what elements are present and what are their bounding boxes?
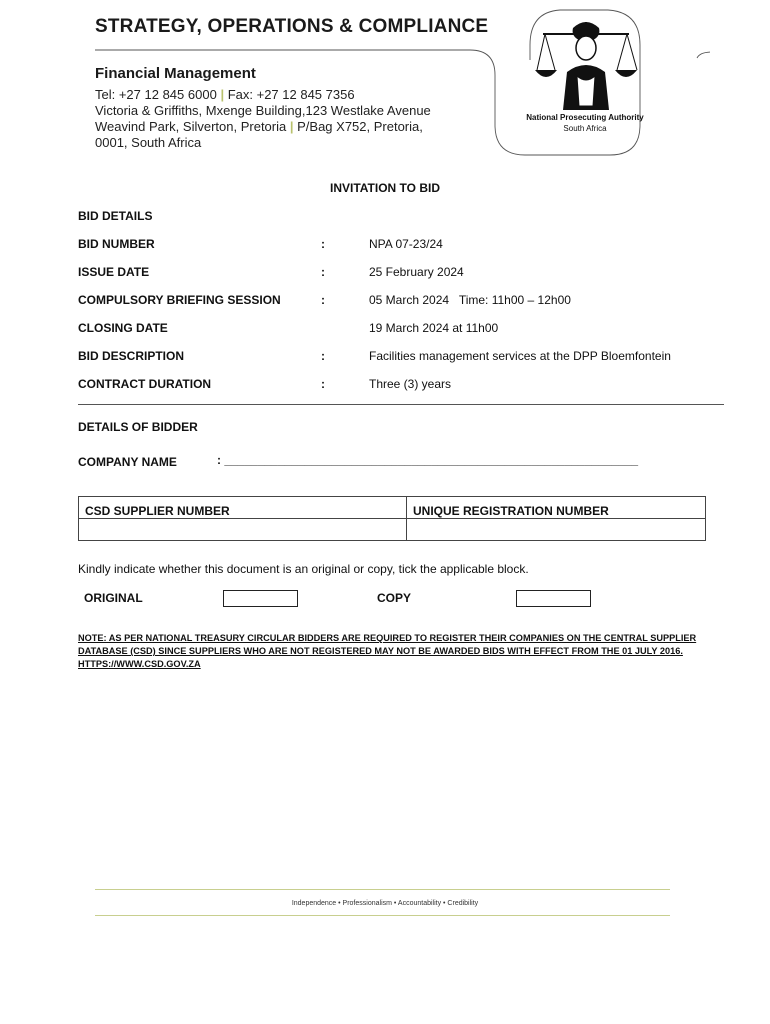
copy-checkbox[interactable] bbox=[516, 590, 591, 607]
document-title: INVITATION TO BID bbox=[330, 181, 440, 195]
bid-details-heading: BID DETAILS bbox=[78, 209, 153, 223]
footer-rule-bottom bbox=[95, 915, 670, 916]
company-name-field[interactable]: : ______________________________________________________________ bbox=[217, 453, 639, 467]
section-divider bbox=[78, 404, 724, 405]
address-line-1: Victoria & Griffiths, Mxenge Building,123 Westlake Avenue bbox=[95, 103, 431, 118]
original-copy-instruction: Kindly indicate whether this document is an original or copy, tick the applicable block. bbox=[78, 562, 529, 576]
contract-duration-label: CONTRACT DURATION bbox=[78, 377, 212, 391]
csd-supplier-number-header: CSD SUPPLIER NUMBER bbox=[79, 497, 407, 519]
address-line-2a: Weavind Park, Silverton, Pretoria bbox=[95, 119, 287, 134]
contact-line bbox=[95, 87, 355, 102]
issue-date-value: 25 February 2024 bbox=[369, 265, 464, 279]
fax-number: Fax: +27 12 845 7356 bbox=[227, 87, 355, 102]
colon: : bbox=[321, 237, 325, 251]
original-checkbox[interactable] bbox=[223, 590, 298, 607]
csd-supplier-number-cell[interactable] bbox=[79, 519, 407, 541]
footer-rule-top bbox=[95, 889, 670, 890]
company-name-label: COMPANY NAME bbox=[78, 455, 177, 469]
contract-duration-value: Three (3) years bbox=[369, 377, 452, 391]
header-title: STRATEGY, OPERATIONS & COMPLIANCE bbox=[95, 16, 489, 37]
copy-label: COPY bbox=[377, 591, 412, 605]
unique-registration-number-cell[interactable] bbox=[407, 519, 706, 541]
csd-registration-note: NOTE: AS PER NATIONAL TREASURY CIRCULAR BIDDERS ARE REQUIRED TO REGISTER THEIR COMPANIES ON THE CENTRAL SUPPLIER DATABASE (CSD) SINCE SUPPLIERS WHO ARE NOT REGISTERED MAY NOT BE AWARDED BIDS WITH EFFECT FROM THE 01 JULY 2016. HTTPS://WWW.CSD.GOV.ZA bbox=[78, 633, 697, 669]
closing-date-label: CLOSING DATE bbox=[78, 321, 168, 335]
logo-organisation-name: National Prosecuting Authority bbox=[526, 113, 644, 122]
bid-number-label: BID NUMBER bbox=[78, 237, 155, 251]
separator: | bbox=[220, 87, 225, 102]
address-line-3: 0001, South Africa bbox=[95, 135, 202, 150]
address-line-2 bbox=[95, 119, 423, 134]
logo-country: South Africa bbox=[563, 124, 607, 133]
registration-table bbox=[78, 496, 706, 541]
original-label: ORIGINAL bbox=[84, 591, 143, 605]
briefing-session-label: COMPULSORY BRIEFING SESSION bbox=[78, 293, 281, 307]
separator: | bbox=[289, 119, 294, 134]
phone-number: Tel: +27 12 845 6000 bbox=[95, 87, 217, 102]
colon: : bbox=[321, 377, 325, 391]
scales-of-justice-emblem-icon bbox=[533, 14, 639, 110]
colon: : bbox=[321, 265, 325, 279]
unique-registration-number-header: UNIQUE REGISTRATION NUMBER bbox=[407, 497, 706, 519]
footer-values: Independence • Professionalism • Accountability • Credibility bbox=[291, 900, 479, 907]
bid-description-label: BID DESCRIPTION bbox=[78, 349, 185, 363]
address-line-2b: P/Bag X752, Pretoria, bbox=[297, 119, 423, 134]
briefing-session-value: 05 March 2024 Time: 11h00 – 12h00 bbox=[369, 293, 571, 307]
bidder-details-heading: DETAILS OF BIDDER bbox=[78, 420, 198, 434]
colon: : bbox=[321, 293, 325, 307]
bid-number-value: NPA 07-23/24 bbox=[369, 237, 443, 251]
closing-date-value: 19 March 2024 at 11h00 bbox=[369, 321, 499, 335]
colon: : bbox=[321, 349, 325, 363]
bid-description-value: Facilities management services at the DPP Bloemfontein bbox=[369, 349, 671, 363]
department-name: Financial Management bbox=[95, 65, 256, 82]
issue-date-label: ISSUE DATE bbox=[78, 265, 150, 279]
